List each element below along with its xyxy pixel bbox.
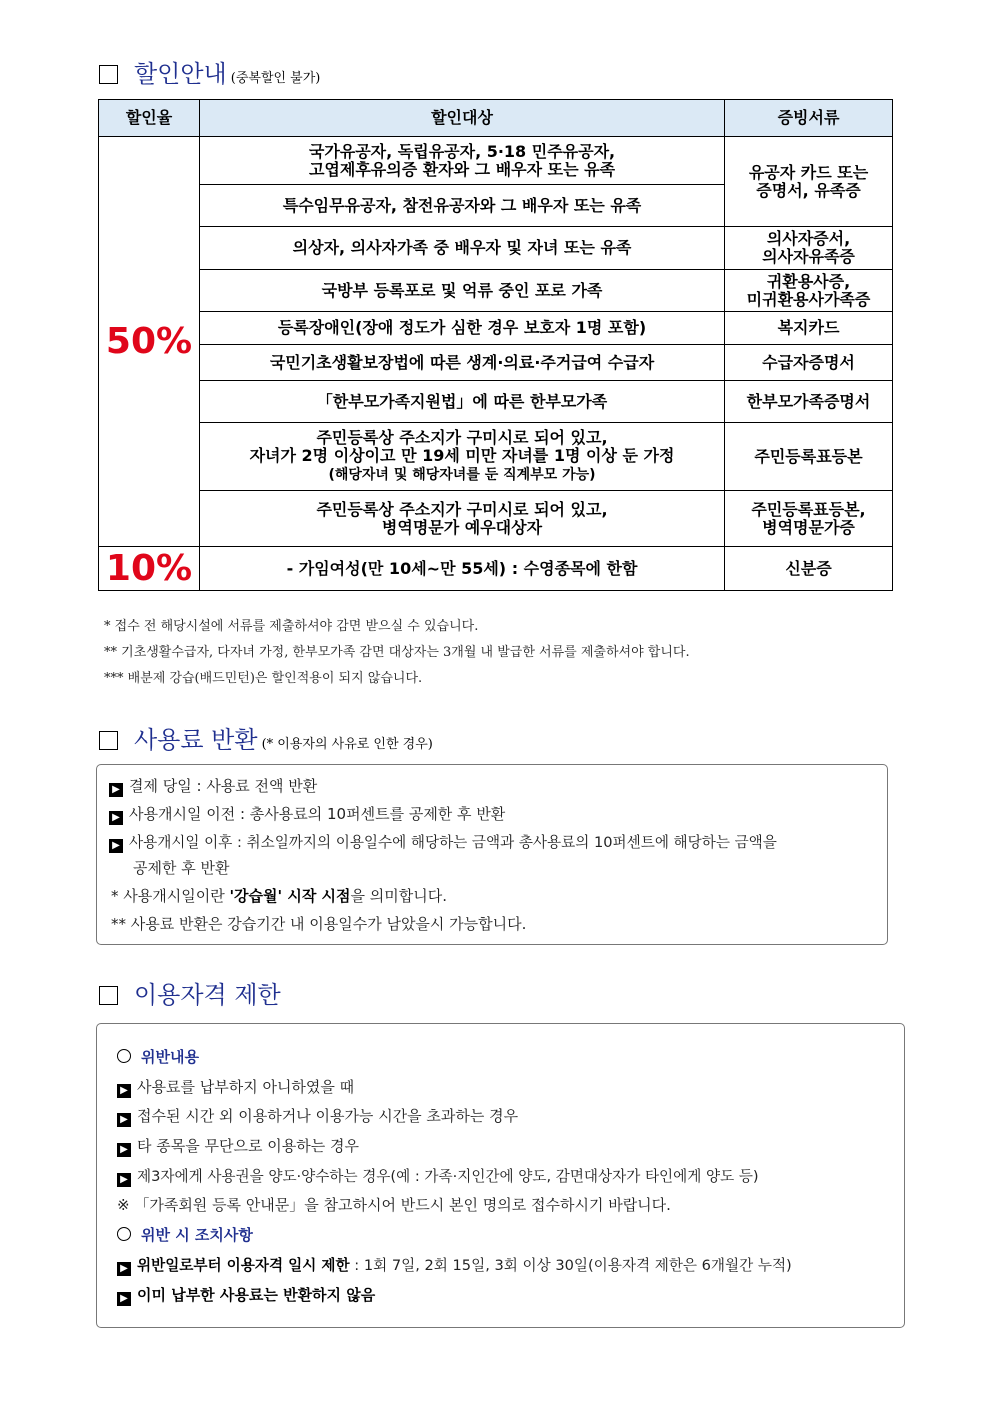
section-title: 사용료 반환 [134, 726, 258, 754]
section-title: 이용자격 제한 [134, 981, 281, 1009]
table-row [99, 381, 893, 423]
header-target: 할인대상 [200, 100, 725, 137]
list-item: ▶ 제3자에게 사용권을 양도·양수하는 경우(예 : 가족·지인간에 양도, 감면대상자가 타인에게 양도 등) [117, 1165, 759, 1186]
table-row [99, 270, 893, 312]
list-item: ▶ 결제 당일 : 사용료 전액 반환 [109, 775, 317, 796]
circle-icon [117, 1227, 131, 1241]
list-item: ▶ 사용료를 납부하지 아니하였을 때 [117, 1076, 354, 1097]
violation-heading: 위반내용 [117, 1046, 199, 1067]
note-line: ** 기초생활수급자, 다자녀 가정, 한부모가족 감면 대상자는 3개월 내 발급한 서류를 제출하셔야 합니다. [104, 645, 690, 660]
checkbox-square-icon [99, 731, 118, 750]
list-item: ▶ 타 종목을 무단으로 이용하는 경우 [117, 1135, 359, 1156]
arrow-right-icon: ▶ [117, 1262, 131, 1276]
arrow-right-icon: ▶ [117, 1084, 131, 1098]
list-item-continued: 공제한 후 반환 [133, 859, 230, 877]
target-cell: 의상자, 의사자가족 중 배우자 및 자녀 또는 유족 [200, 227, 725, 270]
rate-50: 50% [105, 320, 193, 362]
table-row [99, 547, 893, 591]
note-line: *** 배분제 강습(배드민턴)은 할인적용이 되지 않습니다. [104, 671, 423, 686]
refund-note-2: ** 사용료 반환은 강습기간 내 이용일수가 남았을시 가능합니다. [111, 915, 527, 933]
discount-table [98, 99, 893, 591]
rate-10: 10% [105, 547, 193, 589]
section-title: 할인안내 [134, 60, 227, 88]
note-line: * 접수 전 해당시설에 서류를 제출하셔야 감면 받으실 수 있습니다. [104, 619, 479, 634]
table-row [99, 491, 893, 547]
table-row [99, 345, 893, 381]
table-row [99, 312, 893, 345]
target-cell: 국가유공자, 독립유공자, 5·18 민주유공자, 고엽제후유의증 환자와 그 배우자 또는 유족 [200, 137, 725, 185]
section-subtitle: (중복할인 불가) [230, 71, 321, 86]
target-cell: - 가임여성(만 10세~만 55세) : 수영종목에 한함 [200, 547, 725, 591]
table-row [99, 423, 893, 491]
arrow-right-icon: ▶ [117, 1113, 131, 1127]
checkbox-square-icon [99, 65, 118, 84]
arrow-right-icon: ▶ [109, 783, 123, 797]
target-cell: 국방부 등록포로 및 억류 중인 포로 가족 [200, 270, 725, 312]
target-cell: 「한부모가족지원법」에 따른 한부모가족 [200, 381, 725, 423]
target-cell: 주민등록상 주소지가 구미시로 되어 있고, 병역명문가 예우대상자 [200, 491, 725, 547]
target-cell: 주민등록상 주소지가 구미시로 되어 있고, 자녀가 2명 이상이고 만 19세 미만 자녀를 1명 이상 둔 가정 (해당자녀 및 해당자녀를 둔 직계부모 가능) [200, 423, 725, 491]
target-cell: 국민기초생활보장법에 따른 생계·의료·주거급여 수급자 [200, 345, 725, 381]
arrow-right-icon: ▶ [109, 839, 123, 853]
header-rate: 할인율 [99, 100, 200, 137]
rate-cell-10 [99, 547, 200, 591]
table-row [99, 137, 893, 185]
refund-panel [96, 764, 888, 945]
table-row [99, 227, 893, 270]
circle-icon [117, 1049, 131, 1063]
doc-cell: 주민등록표등본, 병역명문가증 [725, 491, 893, 547]
arrow-right-icon: ▶ [117, 1173, 131, 1187]
doc-cell: 복지카드 [725, 312, 893, 345]
doc-cell: 수급자증명서 [725, 345, 893, 381]
arrow-right-icon: ▶ [117, 1143, 131, 1157]
section-restriction-title [99, 975, 281, 1010]
section-refund-title [99, 720, 433, 755]
doc-cell: 한부모가족증명서 [725, 381, 893, 423]
rate-cell-50 [99, 137, 200, 547]
restriction-panel [96, 1023, 905, 1328]
arrow-right-icon: ▶ [109, 811, 123, 825]
checkbox-square-icon [99, 986, 118, 1005]
table-header-row [99, 100, 893, 137]
doc-cell: 귀환용사증, 미귀환용사가족증 [725, 270, 893, 312]
header-document: 증빙서류 [725, 100, 893, 137]
arrow-right-icon: ▶ [117, 1292, 131, 1306]
list-item: ▶ 접수된 시간 외 이용하거나 이용가능 시간을 초과하는 경우 [117, 1105, 518, 1126]
target-cell: 등록장애인(장애 정도가 심한 경우 보호자 1명 포함) [200, 312, 725, 345]
action-heading: 위반 시 조치사항 [117, 1224, 253, 1245]
section-subtitle: (* 이용자의 사유로 인한 경우) [261, 737, 433, 752]
doc-cell: 의사자증서, 의사자유족증 [725, 227, 893, 270]
list-item: ▶ 사용개시일 이전 : 총사용료의 10퍼센트를 공제한 후 반환 [109, 803, 505, 824]
list-item: ▶ 이미 납부한 사용료는 반환하지 않음 [117, 1284, 375, 1305]
doc-cell: 유공자 카드 또는 증명서, 유족증 [725, 137, 893, 227]
list-item: ▶ 위반일로부터 이용자격 일시 제한 : 1회 7일, 2회 15일, 3회 이상 30일(이용자격 제한은 6개월간 누적) [117, 1254, 792, 1275]
target-cell: 특수임무유공자, 참전유공자와 그 배우자 또는 유족 [200, 185, 725, 227]
list-item: ▶ 사용개시일 이후 : 취소일까지의 이용일수에 해당하는 금액과 총사용료의 10퍼센트에 해당하는 금액을 [109, 831, 777, 852]
reference-note: ※ 「가족회원 등록 안내문」을 참고하시어 반드시 본인 명의로 접수하시기 바랍니다. [117, 1196, 671, 1214]
section-discount-title [99, 54, 320, 89]
refund-note-1: * 사용개시일이란 '강습월' 시작 시점을 의미합니다. [111, 887, 448, 905]
discount-notes [104, 614, 690, 692]
doc-cell: 주민등록표등본 [725, 423, 893, 491]
doc-cell: 신분증 [725, 547, 893, 591]
